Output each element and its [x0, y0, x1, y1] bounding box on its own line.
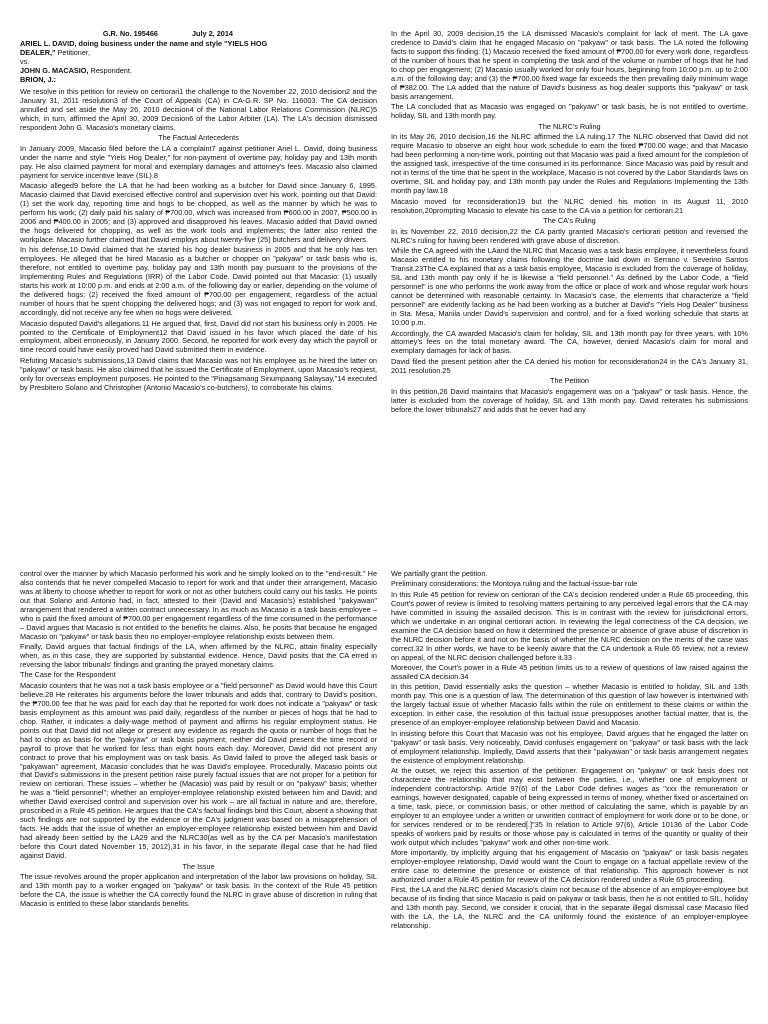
decision-date: July 2, 2014 — [192, 30, 233, 38]
petitioner-role: Petitioner, — [55, 47, 90, 57]
section-heading-nlrc: The NLRC's Ruling — [538, 121, 601, 131]
petitioner-name: ARIEL L. DAVID, doing business under the name and style "YIELS HOG — [20, 38, 268, 48]
respondent-role: Respondent. — [88, 65, 132, 75]
paragraph: The LA concluded that as Macasio was engaged on "pakyaw" or task basis, he is not entitled to overtime, holiday, SIL and 13th month pay. — [391, 102, 748, 121]
upper-left-column — [20, 30, 377, 558]
section-heading-respondent: The Case for the Respondent — [20, 670, 116, 680]
paragraph: At the outset, we reject this assertion of the petitioner. Engagement on "pakyaw" or task basis does not characterize the relationship that may exist between the parties, i.e., whether one of employment or independent contractorship. Article 97(6) of the Labor Code defines wages as "xxx the remuneration or earnings, however designated, capable of being expressed in terms of money, whether fixed or ascertained on a time, task, piece, or commission basis, or other method of calculating the same, which is payable by an employer to an employee under a written or unwritten contract of employment for work done or to be done, or for services rendered or to be rendered[.]"35 In relation to Article 97(6), Article 10136 of the Labor Code speaks of workers paid by results or those whose pay is calculated in terms of the quantity or quality of their work output which includes "pakyaw" work and other non-time work. — [391, 766, 748, 847]
section-heading-factual: The Factual Antecedents — [158, 132, 239, 142]
section-heading-petition: The Petition — [550, 376, 589, 386]
paragraph: First, the LA and the NLRC denied Macasio's claim not because of the absence of an employer-employee but because of its finding that since Macasio is paid on pakyaw or task basis, then he is not entitled to SIL, holiday and 13th month pay. Second, we consider it crucial, that in the separate illegal dismissal case Macasio filed with the LA, the LA, the NLRC and the CA uniformly found the existence of an employer-employee relationship. — [391, 885, 748, 931]
ponente: BRION, J.: — [20, 74, 57, 84]
paragraph: Accordingly, the CA awarded Macasio's claim for holiday, SIL and 13th month pay for three years, with 10% attorney's fees on the total monetary award. The CA, however, denied Macasio's claim for moral and exemplary damages for lack of basis. — [391, 328, 748, 356]
paragraph: We resolve in this petition for review on certiorari1 the challenge to the November 22, 2010 decision2 and the January 31, 2011 resolution3 of the Court of Appeals (CA) in CA-G.R. SP No. 116003. The CA decision annulled and set aside the May 26, 2010 decision4 of the National Labor Relations Commission (NLRC)5 which, in turn, affirmed the April 30, 2009 Decision6 of the Labor Arbiter (LA). The LA's decision dismissed respondent John G. Macasio's monetary claims. — [20, 86, 377, 132]
paragraph: Macasio alleged9 before the LA that he had been working as a butcher for David since January 6, 1995. Macasio claimed that David exercised effective control and supervision over his work, pointing out that David: (1) set the work day, reporting time and hogs to be chopped, as well as the manner by which he was to perform his work; (2) daily paid his salary of ₱700.00, which was increased from ₱600.00 in 2007, ₱500.00 in 2006 and ₱400.00 in 2005; and (3) approved and disapproved his leaves. Macasio added that David owned the hogs delivered for chopping, as well as the work tools and implements; the latter also rented the workplace. Macasio further claimed that David employs about twenty-five (25) butchers and delivery drivers. — [20, 181, 377, 244]
upper-page-section — [20, 30, 748, 558]
versus-label: vs. — [20, 56, 30, 66]
upper-right-column — [391, 30, 748, 558]
paragraph: Preliminary considerations: the Montoya ruling and the factual-issue-bar rule — [391, 579, 638, 589]
section-heading-ca: The CA's Ruling — [543, 216, 596, 226]
paragraph: The issue revolves around the proper application and interpretation of the labor law provisions on holiday, SIL and 13th month pay to a worker engaged on "pakyaw" or task basis. In the context of the Rule 45 petition before the CA, the issue is whether the CA correctly found the NLRC in grave abuse of discretion in ruling that Macasio is entitled to these labor standards benefits. — [20, 872, 377, 909]
paragraph: Refuting Macasio's submissions,13 David claims that Macasio was not his employee as he hired the latter on "pakyaw" or task basis. He also claimed that he issued the Certificate of Employment, upon Macasio's request, only for overseas employment purposes. He pointed to the "Pinagsamang Sinumpaang Salaysay,"14 executed by Presbitero Solano and Christopher (Antonio Macasio's co-butchers), to corroborate his claims. — [20, 355, 377, 392]
page-divider — [0, 560, 768, 566]
lower-right-column — [391, 570, 748, 1024]
paragraph: In insisting before this Court that Macasio was not his employee, David argues that he engaged the latter on "pakyaw" or task basis. Very noticeably, David confuses engagement on "pakyaw" or task basis with the lack of employment relationship. Impliedly, David asserts that their "pakyawan" or task basis arrangement negates the existence of employment relationship. — [391, 728, 748, 765]
petitioner-name-cont: DEALER," Petitioner, — [20, 47, 90, 57]
lower-page-section — [20, 570, 748, 1024]
respondent-name: JOHN G. MACASIO, Respondent. — [20, 65, 132, 75]
paragraph: control over the manner by which Macasio performed his work and he simply looked on to the "end-result." He also contends that he never compelled Macasio to report for work and that under their arrangement, Macasio was at liberty to choose whether to report for work or not as other butchers could carry out his tasks. He points out that Solano and Antonio had, in fact, attested to their (David and Macasio's) established "pakyawan" arrangement that rendered a written contract unnecessary. In as much as Macasio is a task basis employee – who is paid the fixed amount of ₱700.00 per engagement regardless of the time consumed in the performance – David argues that Macasio is not entitled to the benefits he claims. Also, he posits that because he engaged Macasio on "pakyaw" or task basis then no employer-employee relationship exists between them. — [20, 570, 377, 641]
paragraph: In this petition,26 David maintains that Macasio's engagement was on a "pakyaw" or task basis. Hence, the latter is excluded from the coverage of holiday, SIL and 13th month pay. David reiterates his submissions before the lower tribunals27 and adds that he never had any — [391, 387, 748, 415]
paragraph: More importantly, by implicitly arguing that his engagement of Macasio on "pakyaw" or task basis negates employer-employee relationship, David would want the Court to engage on a factual appellate review of the entire case to determine the presence or existence of that relationship. This approach however is not authorized under a Rule 45 petition for review of the CA decision rendered under a Rule 65 proceeding. — [391, 848, 748, 884]
paragraph: In his defense,10 David claimed that he started his hog dealer business in 2005 and that he only has ten employees. He alleged that he hired Macasio as a butcher or chopper on "pakyaw" or task basis who is, therefore, not entitled to overtime pay, holiday pay and 13th month pay pursuant to the provisions of the Implementing Rules and Regulations (IRR) of the Labor Code. David pointed out that Macasio: (1) usually starts his work at 10:00 p.m. and ends at 2:00 a.m. of the following day or earlier, depending on the volume of the delivered hogs; (2) received the fixed amount of ₱700.00 per engagement, regardless of the actual number of hours that he spent chopping the delivered hogs; and (3) was not engaged to report for work and, accordingly, did not receive any fee when no hogs were delivered. — [20, 245, 377, 318]
paragraph: In its May 26, 2010 decision,16 the NLRC affirmed the LA ruling.17 The NLRC observed that David did not require Macasio to observe an eight hour work schedule to earn the fixed ₱700.00 wage; and that Macasio had been performing a non-time work, pointing out that Macasio was paid a fixed amount for the completion of the assigned task, irrespective of the time consumed in its performance. Since Macasio was paid by result and not in terms of the time that he spent in the workplace, Macasio is not covered by the Labor Standards laws on overtime, SIL and holiday pay, and 13th month pay under the Rules and Regulations Implementing the 13th month pay law.18 — [391, 132, 748, 196]
paragraph: We partially grant the petition. — [391, 570, 488, 578]
paragraph: In its November 22, 2010 decision,22 the CA partly granted Macasio's certiorari petition and reversed the NLRC's ruling for having been rendered with grave abuse of discretion. — [391, 227, 748, 245]
paragraph: In January 2009, Macasio filed before the LA a complaint7 against petitioner Ariel L. David, doing business under the name and style "Yiels Hog Dealer," for non-payment of overtime pay, holiday pay and 13th month pay. He also claimed payment for moral and exemplary damages and attorney's fees. Macasio also claimed payment for service incentive leave (SIL).8 — [20, 143, 377, 180]
paragraph: Macasio disputed David's allegations.11 He argued that, first, David did not start his business only in 2005. He pointed to the Certificate of Employment12 that David issued in his favor which placed the date of his employment, albeit erroneously, in January 2000. Second, he reported for work every day which the payroll or time record could have easily proved had David submitted them in evidence. — [20, 318, 377, 355]
paragraph: David filed the present petition after the CA denied his motion for reconsideration24 in the CA's January 31, 2011 resolution.25 — [391, 356, 748, 375]
paragraph: Finally, David argues that factual findings of the LA, when affirmed by the NLRC, attain finality especially when, as in this case, they are supported by substantial evidence. Hence, David posits that the CA erred in reversing the labor tribunals' findings and granting the prayed monetary claims. — [20, 642, 377, 670]
paragraph: In this petition, David essentially asks the question – whether Macasio is entitled to holiday, SIL and 13th month pay. This one is a question of law. The determination of this question of law however is intertwined with the largely factual issue of whether Macasio falls within the rule on entitlement to these claims or within the exception. In either case, the resolution of this factual issue presupposes another factual matter, that is, the presence of an employer-employee relationship between David and Macasio. — [391, 682, 748, 728]
paragraph: In this Rule 45 petition for review on certiorari of the CA's decision rendered under a Rule 65 proceeding, this Court's power of review is limited to resolving matters pertaining to any perceived legal errors that the CA may have committed in issuing the assailed decision. This is in contrast with the review for jurisdictional errors, which we undertake in an original certiorari action. In reviewing the legal correctness of the CA decision, we examine the CA decision based on how it determined the presence or absence of grave abuse of discretion in the NLRC decision before it and not on the basis of whether the NLRC decision on the merits of the case was correct.32 In other words, we have to be keenly aware that the CA undertook a Rule 65 review, not a review on appeal, of the NLRC decision challenged before it.33 — [391, 589, 748, 662]
paragraph: Macasio counters that he was not a task basis employee or a "field personnel" as David would have this Court believe.28 He reiterates his arguments before the lower tribunals and adds that, contrary to David's position, the ₱700.00 fee that he was paid for each day that he reported for work does not indicate a "pakyaw" or task basis employment as this amount was paid daily, regardless of the number or pieces of hogs that he had to chop. Rather, it indicates a daily-wage method of payment and affirms his regular employment status. He points out that David did not allege or present any evidence as regards the quota or number of hogs that he had to chop as basis for the "pakyaw" or task basis payment; neither did David present the time record or payroll to prove that he worked for less than eight hours each day. Moreover, David did not present any contract to prove that his employment was on task basis. As David failed to prove the alleged task basis or "pakyawan" agreement, Macasio concludes that he was David's employee. Procedurally, Macasio points out that David's submissions in the present petition raise purely factual issues that are not proper for a petition for review on certiorari. These issues – whether he (Macasio) was paid by result or on "pakyaw" basis; whether he was a "field personnel"; whether an employer-employee relationship existed between him and David; and whether David exercised control and supervision over his work – are all factual in nature and are, therefore, proscribed in a Rule 45 petition. He argues that the CA's factual findings bind this Court, absent a showing that such findings are not supported by the evidence or the CA's judgment was based on a misapprehension of facts. He adds that the issue of whether an employer-employee relationship existed between him and David had already been settled by the LA29 and the NLRC30(as well as by the CA per Macasio's manifestation before this Court dated November 15, 2012),31 in his favor, in the separate illegal case that he had filed against David. — [20, 680, 377, 861]
paragraph: Moreover, the Court's power in a Rule 45 petition limits us to a review of questions of law raised against the assailed CA decision.34 — [391, 663, 748, 681]
paragraph: Macasio moved for reconsideration19 but the NLRC denied his motion in its August 11, 2010 resolution,20prompting Macasio to elevate his case to the CA via a petition for certiorari.21 — [391, 196, 748, 215]
lower-left-column — [20, 570, 377, 1024]
section-heading-issue: The Issue — [182, 861, 215, 871]
paragraph: While the CA agreed with the LAand the NLRC that Macasio was a task basis employee, it nevertheless found Macasio entitled to his monetary claims following the doctrine laid down in Serrano v. Severino Santos Transit.23The CA explained that as a task basis employee, Macasio is excluded from the coverage of holiday, SIL and 13th month pay only if he is likewise a "field personnel." As defined by the Labor Code, a "field personnel" is one who performs the work away from the office or place of work and whose regular work hours cannot be determined with reasonable certainty. In Macasio's case, the elements that characterize a "field personnel" are evidently lacking as he had been working as a butcher at David's "Yiels Hog Dealer" business in Sta. Mesa, Manila under David's supervision and control, and for a fixed working schedule that starts at 10:00 p.m. — [391, 246, 748, 328]
case-number: G.R. No. 195466 — [102, 30, 158, 38]
case-caption-header — [20, 30, 377, 39]
paragraph: In the April 30, 2009 decision,15 the LA dismissed Macasio's complaint for lack of merit. The LA gave credence to David's claim that he engaged Macasio on "pakyaw" or task basis. The LA noted the following facts to support this finding: (1) Macasio received the fixed amount of ₱700.00 for every work done, regardless of the number of hours that he spent in completing the task and of the volume or number of hogs that he had to chop per engagement; (2) Macasio usually worked for only four hours, beginning from 10:00 p.m. up to 2:00 a.m. of the following day; and (3) the ₱700.00 fixed wage far exceeds the then prevailing daily minimum wage of ₱382.00. The LA added that the nature of David's business as hog dealer supports this "pakyaw" or task basis arrangement. — [391, 30, 748, 101]
